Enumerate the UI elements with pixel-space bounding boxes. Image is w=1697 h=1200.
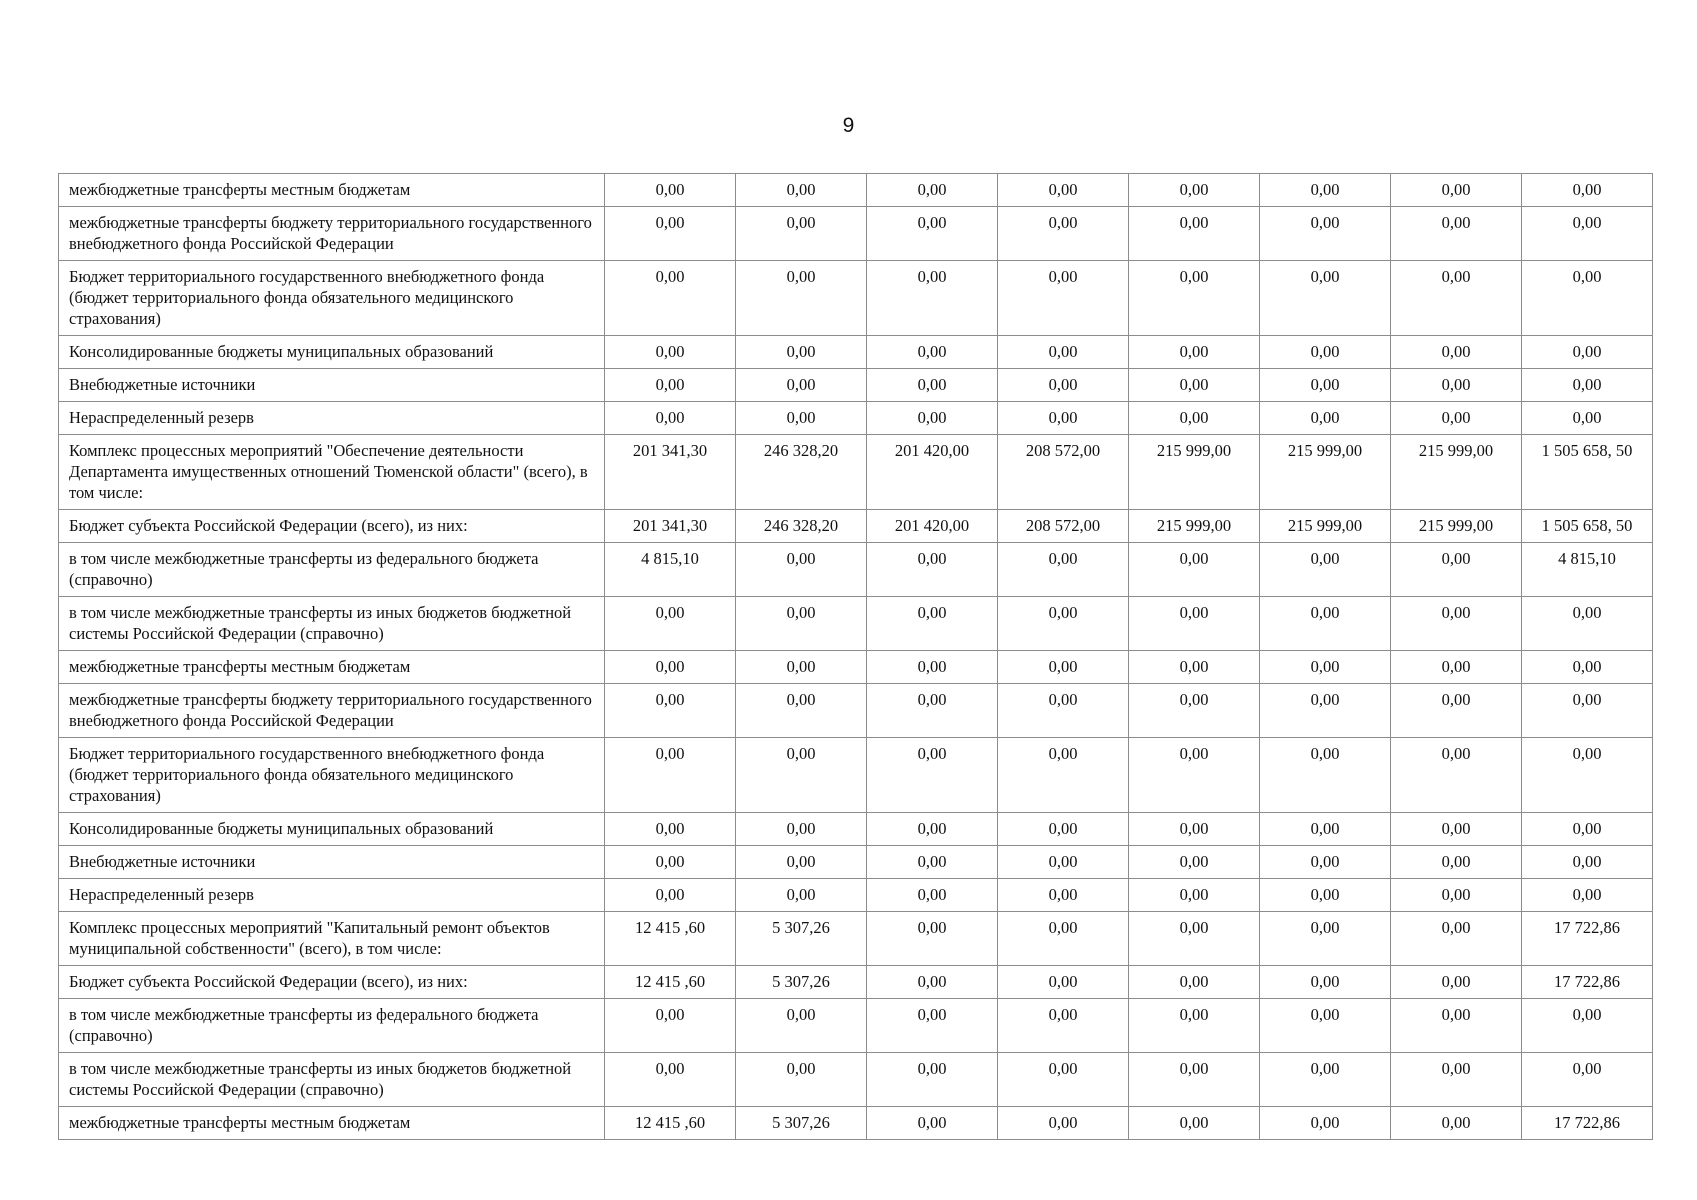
row-value-cell: 0,00 <box>1391 912 1522 966</box>
row-value-cell: 0,00 <box>1129 651 1260 684</box>
row-value-cell: 0,00 <box>1391 846 1522 879</box>
row-value-cell: 0,00 <box>1260 336 1391 369</box>
row-value-cell: 0,00 <box>998 999 1129 1053</box>
row-value-cell: 0,00 <box>1391 1053 1522 1107</box>
row-value-cell: 0,00 <box>867 402 998 435</box>
table-row <box>59 1053 1653 1107</box>
row-value-cell: 0,00 <box>867 1053 998 1107</box>
table-row <box>59 1107 1653 1140</box>
table-row <box>59 846 1653 879</box>
row-total-cell: 1 505 658, 50 <box>1522 510 1653 543</box>
row-value-cell: 0,00 <box>998 174 1129 207</box>
row-value-cell: 0,00 <box>1260 738 1391 813</box>
row-value-cell: 0,00 <box>605 813 736 846</box>
row-value-cell: 0,00 <box>605 651 736 684</box>
row-total-cell: 0,00 <box>1522 879 1653 912</box>
row-total-cell: 0,00 <box>1522 846 1653 879</box>
row-value-cell: 0,00 <box>1129 813 1260 846</box>
table-row <box>59 879 1653 912</box>
row-value-cell: 0,00 <box>1129 402 1260 435</box>
row-value-cell: 0,00 <box>998 1053 1129 1107</box>
row-total-cell: 0,00 <box>1522 597 1653 651</box>
row-label: в том числе межбюджетные трансферты из иных бюджетов бюджетной системы Российской Федерации (справочно) <box>59 597 605 651</box>
row-value-cell: 5 307,26 <box>736 966 867 999</box>
row-value-cell: 5 307,26 <box>736 912 867 966</box>
row-value-cell: 12 415 ,60 <box>605 1107 736 1140</box>
row-value-cell: 0,00 <box>867 966 998 999</box>
row-label: Бюджет субъекта Российской Федерации (всего), из них: <box>59 510 605 543</box>
row-total-cell: 0,00 <box>1522 738 1653 813</box>
row-value-cell: 201 341,30 <box>605 435 736 510</box>
row-value-cell: 0,00 <box>867 999 998 1053</box>
row-value-cell: 0,00 <box>867 174 998 207</box>
row-label: в том числе межбюджетные трансферты из иных бюджетов бюджетной системы Российской Федерации (справочно) <box>59 1053 605 1107</box>
row-value-cell: 0,00 <box>736 174 867 207</box>
row-value-cell: 0,00 <box>1129 879 1260 912</box>
row-value-cell: 215 999,00 <box>1260 435 1391 510</box>
row-value-cell: 0,00 <box>605 336 736 369</box>
row-value-cell: 0,00 <box>867 813 998 846</box>
row-value-cell: 0,00 <box>1260 1107 1391 1140</box>
row-value-cell: 0,00 <box>736 846 867 879</box>
row-label: Внебюджетные источники <box>59 846 605 879</box>
row-label: Бюджет территориального государственного внебюджетного фонда (бюджет территориального фонда обязательного медицинского страхования) <box>59 738 605 813</box>
row-label: Бюджет территориального государственного внебюджетного фонда (бюджет территориального фонда обязательного медицинского страхования) <box>59 261 605 336</box>
row-label: Нераспределенный резерв <box>59 402 605 435</box>
row-total-cell: 0,00 <box>1522 402 1653 435</box>
table-row <box>59 597 1653 651</box>
table-body <box>59 174 1653 1140</box>
row-value-cell: 4 815,10 <box>605 543 736 597</box>
table-row <box>59 402 1653 435</box>
row-value-cell: 0,00 <box>1260 966 1391 999</box>
row-label: Внебюджетные источники <box>59 369 605 402</box>
table-row <box>59 174 1653 207</box>
row-value-cell: 0,00 <box>736 684 867 738</box>
row-value-cell: 215 999,00 <box>1391 510 1522 543</box>
row-value-cell: 0,00 <box>1129 261 1260 336</box>
row-value-cell: 12 415 ,60 <box>605 912 736 966</box>
row-value-cell: 0,00 <box>1129 912 1260 966</box>
row-value-cell: 0,00 <box>1391 543 1522 597</box>
row-value-cell: 0,00 <box>1391 597 1522 651</box>
row-value-cell: 0,00 <box>1260 261 1391 336</box>
row-value-cell: 0,00 <box>998 879 1129 912</box>
row-value-cell: 0,00 <box>1391 261 1522 336</box>
row-label: Бюджет субъекта Российской Федерации (всего), из них: <box>59 966 605 999</box>
table-row <box>59 912 1653 966</box>
row-label: Нераспределенный резерв <box>59 879 605 912</box>
row-label: межбюджетные трансферты местным бюджетам <box>59 1107 605 1140</box>
row-label: межбюджетные трансферты местным бюджетам <box>59 174 605 207</box>
row-value-cell: 0,00 <box>1129 846 1260 879</box>
table-row <box>59 510 1653 543</box>
row-value-cell: 246 328,20 <box>736 435 867 510</box>
table-row <box>59 966 1653 999</box>
row-total-cell: 0,00 <box>1522 651 1653 684</box>
row-value-cell: 0,00 <box>998 207 1129 261</box>
row-value-cell: 0,00 <box>998 966 1129 999</box>
row-value-cell: 0,00 <box>867 336 998 369</box>
row-label: Комплекс процессных мероприятий "Капитальный ремонт объектов муниципальной собственности" (всего), в том числе: <box>59 912 605 966</box>
row-total-cell: 0,00 <box>1522 207 1653 261</box>
row-value-cell: 0,00 <box>1129 999 1260 1053</box>
row-total-cell: 0,00 <box>1522 174 1653 207</box>
row-value-cell: 0,00 <box>998 813 1129 846</box>
row-total-cell: 0,00 <box>1522 336 1653 369</box>
row-value-cell: 0,00 <box>1260 174 1391 207</box>
row-total-cell: 0,00 <box>1522 261 1653 336</box>
row-value-cell: 0,00 <box>1129 543 1260 597</box>
row-total-cell: 4 815,10 <box>1522 543 1653 597</box>
row-value-cell: 215 999,00 <box>1260 510 1391 543</box>
row-value-cell: 0,00 <box>1391 174 1522 207</box>
row-label: межбюджетные трансферты бюджету территориального государственного внебюджетного фонда Российской Федерации <box>59 684 605 738</box>
row-label: Комплекс процессных мероприятий "Обеспечение деятельности Департамента имущественных отношений Тюменской области" (всего), в том числе: <box>59 435 605 510</box>
row-value-cell: 215 999,00 <box>1129 435 1260 510</box>
row-value-cell: 0,00 <box>605 999 736 1053</box>
row-value-cell: 0,00 <box>998 651 1129 684</box>
row-value-cell: 201 420,00 <box>867 435 998 510</box>
row-value-cell: 0,00 <box>867 684 998 738</box>
row-value-cell: 0,00 <box>1129 597 1260 651</box>
table-row <box>59 684 1653 738</box>
row-value-cell: 0,00 <box>867 846 998 879</box>
row-label: межбюджетные трансферты бюджету территориального государственного внебюджетного фонда Российской Федерации <box>59 207 605 261</box>
row-label: Консолидированные бюджеты муниципальных образований <box>59 813 605 846</box>
row-total-cell: 0,00 <box>1522 684 1653 738</box>
row-value-cell: 0,00 <box>736 651 867 684</box>
row-label: в том числе межбюджетные трансферты из федерального бюджета (справочно) <box>59 999 605 1053</box>
row-value-cell: 0,00 <box>736 207 867 261</box>
row-value-cell: 0,00 <box>605 1053 736 1107</box>
row-value-cell: 0,00 <box>1129 684 1260 738</box>
row-value-cell: 0,00 <box>998 1107 1129 1140</box>
table-row <box>59 738 1653 813</box>
row-value-cell: 0,00 <box>1260 543 1391 597</box>
row-value-cell: 0,00 <box>1260 813 1391 846</box>
row-value-cell: 0,00 <box>736 1053 867 1107</box>
row-value-cell: 0,00 <box>1391 738 1522 813</box>
row-value-cell: 0,00 <box>1129 369 1260 402</box>
table-row <box>59 543 1653 597</box>
row-value-cell: 0,00 <box>867 651 998 684</box>
row-value-cell: 0,00 <box>605 597 736 651</box>
row-value-cell: 0,00 <box>1391 651 1522 684</box>
row-value-cell: 0,00 <box>1391 966 1522 999</box>
row-value-cell: 0,00 <box>1391 336 1522 369</box>
row-value-cell: 208 572,00 <box>998 510 1129 543</box>
row-value-cell: 0,00 <box>1391 999 1522 1053</box>
row-label: в том числе межбюджетные трансферты из федерального бюджета (справочно) <box>59 543 605 597</box>
row-total-cell: 0,00 <box>1522 999 1653 1053</box>
table-row <box>59 207 1653 261</box>
row-value-cell: 0,00 <box>867 543 998 597</box>
row-value-cell: 0,00 <box>605 369 736 402</box>
row-value-cell: 0,00 <box>1391 369 1522 402</box>
row-total-cell: 1 505 658, 50 <box>1522 435 1653 510</box>
row-value-cell: 0,00 <box>1260 1053 1391 1107</box>
row-value-cell: 0,00 <box>998 402 1129 435</box>
row-value-cell: 0,00 <box>998 738 1129 813</box>
row-value-cell: 0,00 <box>1391 402 1522 435</box>
table-row <box>59 651 1653 684</box>
row-value-cell: 0,00 <box>998 336 1129 369</box>
row-value-cell: 0,00 <box>867 261 998 336</box>
row-value-cell: 0,00 <box>1129 207 1260 261</box>
row-value-cell: 0,00 <box>998 846 1129 879</box>
row-value-cell: 0,00 <box>736 369 867 402</box>
table-row <box>59 999 1653 1053</box>
table-row <box>59 261 1653 336</box>
row-value-cell: 0,00 <box>1260 912 1391 966</box>
table-row <box>59 813 1653 846</box>
row-value-cell: 0,00 <box>736 813 867 846</box>
row-value-cell: 0,00 <box>998 543 1129 597</box>
row-value-cell: 0,00 <box>1391 207 1522 261</box>
row-value-cell: 0,00 <box>605 402 736 435</box>
row-value-cell: 0,00 <box>867 912 998 966</box>
row-value-cell: 0,00 <box>1260 597 1391 651</box>
row-value-cell: 0,00 <box>1260 879 1391 912</box>
row-value-cell: 0,00 <box>867 738 998 813</box>
row-value-cell: 0,00 <box>1260 651 1391 684</box>
row-value-cell: 0,00 <box>605 684 736 738</box>
table-row <box>59 336 1653 369</box>
row-value-cell: 0,00 <box>1260 684 1391 738</box>
row-value-cell: 0,00 <box>867 207 998 261</box>
table-row <box>59 435 1653 510</box>
row-value-cell: 0,00 <box>998 597 1129 651</box>
row-value-cell: 0,00 <box>1260 369 1391 402</box>
row-value-cell: 0,00 <box>1129 966 1260 999</box>
row-value-cell: 0,00 <box>1260 999 1391 1053</box>
row-value-cell: 5 307,26 <box>736 1107 867 1140</box>
row-value-cell: 0,00 <box>605 738 736 813</box>
row-value-cell: 0,00 <box>1129 738 1260 813</box>
table-row <box>59 369 1653 402</box>
page-number: 9 <box>842 114 855 137</box>
row-total-cell: 0,00 <box>1522 369 1653 402</box>
row-total-cell: 17 722,86 <box>1522 912 1653 966</box>
row-label: Консолидированные бюджеты муниципальных образований <box>59 336 605 369</box>
row-value-cell: 0,00 <box>867 369 998 402</box>
row-value-cell: 0,00 <box>1391 879 1522 912</box>
row-value-cell: 0,00 <box>605 174 736 207</box>
row-value-cell: 0,00 <box>736 543 867 597</box>
row-value-cell: 0,00 <box>736 402 867 435</box>
row-value-cell: 0,00 <box>1391 1107 1522 1140</box>
row-value-cell: 0,00 <box>867 597 998 651</box>
row-total-cell: 17 722,86 <box>1522 966 1653 999</box>
row-value-cell: 201 420,00 <box>867 510 998 543</box>
row-value-cell: 215 999,00 <box>1129 510 1260 543</box>
row-value-cell: 0,00 <box>605 846 736 879</box>
row-total-cell: 0,00 <box>1522 1053 1653 1107</box>
row-value-cell: 0,00 <box>605 879 736 912</box>
row-value-cell: 0,00 <box>736 738 867 813</box>
row-value-cell: 0,00 <box>998 261 1129 336</box>
row-value-cell: 0,00 <box>605 207 736 261</box>
row-value-cell: 0,00 <box>736 336 867 369</box>
row-value-cell: 0,00 <box>1129 1107 1260 1140</box>
row-value-cell: 0,00 <box>1260 207 1391 261</box>
row-value-cell: 0,00 <box>736 261 867 336</box>
row-value-cell: 0,00 <box>736 879 867 912</box>
row-value-cell: 246 328,20 <box>736 510 867 543</box>
row-value-cell: 0,00 <box>1129 1053 1260 1107</box>
row-value-cell: 0,00 <box>1129 336 1260 369</box>
row-value-cell: 0,00 <box>867 879 998 912</box>
row-value-cell: 0,00 <box>867 1107 998 1140</box>
row-value-cell: 0,00 <box>998 369 1129 402</box>
budget-table <box>58 173 1653 1140</box>
row-value-cell: 0,00 <box>1260 846 1391 879</box>
row-value-cell: 0,00 <box>1260 402 1391 435</box>
row-value-cell: 201 341,30 <box>605 510 736 543</box>
row-value-cell: 0,00 <box>1129 174 1260 207</box>
row-value-cell: 12 415 ,60 <box>605 966 736 999</box>
row-value-cell: 0,00 <box>736 597 867 651</box>
row-value-cell: 0,00 <box>998 684 1129 738</box>
row-value-cell: 0,00 <box>736 999 867 1053</box>
row-total-cell: 17 722,86 <box>1522 1107 1653 1140</box>
row-value-cell: 0,00 <box>1391 813 1522 846</box>
row-value-cell: 208 572,00 <box>998 435 1129 510</box>
row-total-cell: 0,00 <box>1522 813 1653 846</box>
row-value-cell: 0,00 <box>1391 684 1522 738</box>
row-label: межбюджетные трансферты местным бюджетам <box>59 651 605 684</box>
row-value-cell: 0,00 <box>998 912 1129 966</box>
row-value-cell: 215 999,00 <box>1391 435 1522 510</box>
row-value-cell: 0,00 <box>605 261 736 336</box>
